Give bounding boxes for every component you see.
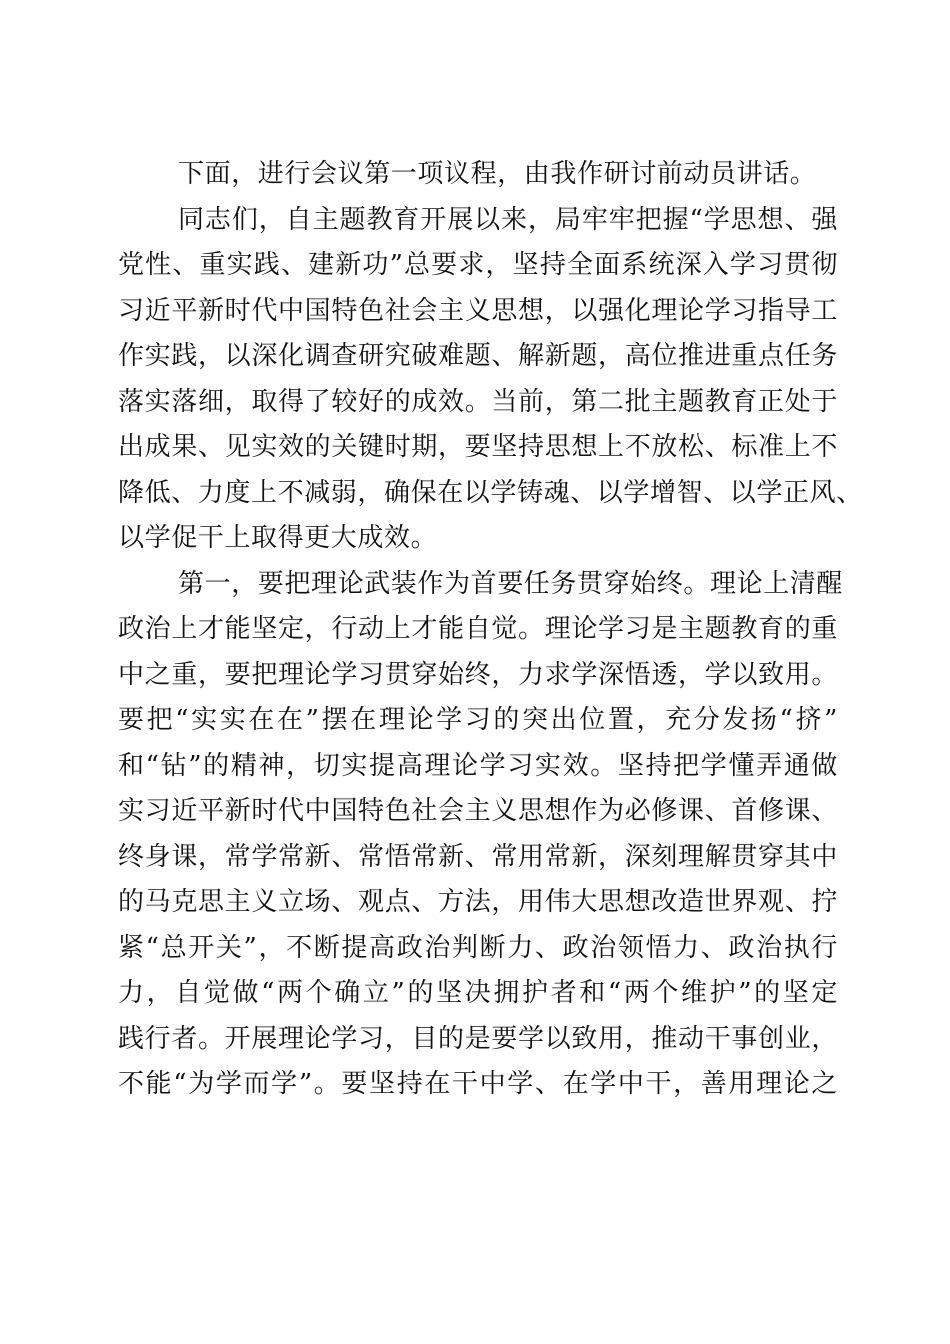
text-line: 力，自觉做“两个确立”的坚决拥护者和“两个维护”的坚定 (118, 978, 838, 1008)
text-line: 以学促干上取得更大成效。 (118, 523, 438, 553)
text-line: 落实落细，取得了较好的成效。当前，第二批主题教育正处于 (118, 386, 838, 417)
text-line: 出成果、见实效的关键时期，要坚持思想上不放松、标准上不 (118, 432, 838, 462)
text-line: 同志们，自主题教育开展以来，局牢牢把握“学思想、强 (178, 204, 838, 235)
text-line: 的马克思主义立场、观点、方法，用伟大思想改造世界观、拧 (118, 887, 838, 917)
text-line: 不能“为学而学”。要坚持在干中学、在学中干，善用理论之 (118, 1069, 838, 1099)
paragraph-agenda-intro (118, 152, 838, 198)
text-line: 降低、力度上不减弱，确保在以学铸魂、以学增智、以学正风、 (118, 477, 863, 508)
text-line: 践行者。开展理论学习，目的是要学以致用，推动干事创业， (118, 1023, 838, 1054)
text-line: 政治上才能坚定，行动上才能自觉。理论学习是主题教育的重 (118, 614, 838, 644)
paragraph-theory-armament (118, 562, 844, 1108)
text-line: 习近平新时代中国特色社会主义思想，以强化理论学习指导工 (118, 295, 838, 326)
text-line: 和“钻”的精神，切实提高理论学习实效。坚持把学懂弄通做 (118, 750, 838, 781)
text-line: 紧“总开关”，不断提高政治判断力、政治领悟力、政治执行 (118, 932, 838, 963)
text-line: 第一，要把理论武装作为首要任务贯穿始终。理论上清醒 (178, 568, 844, 599)
text-line: 作实践，以深化调查研究破难题、解新题，高位推进重点任务 (118, 341, 838, 371)
paragraph-opening-remarks (118, 198, 863, 562)
text-line: 下面，进行会议第一项议程，由我作研讨前动员讲话。 (178, 159, 817, 189)
document-body (118, 152, 863, 1108)
text-line: 中之重，要把理论学习贯穿始终，力求学深悟透，学以致用。 (118, 659, 838, 690)
text-line: 要把“实实在在”摆在理论学习的突出位置，充分发扬“挤” (118, 705, 838, 735)
text-line: 党性、重实践、建新功”总要求，坚持全面系统深入学习贯彻 (118, 250, 838, 280)
text-line: 实习近平新时代中国特色社会主义思想作为必修课、首修课、 (118, 796, 838, 826)
text-line: 终身课，常学常新、常悟常新、常用常新，深刻理解贯穿其中 (118, 841, 838, 872)
